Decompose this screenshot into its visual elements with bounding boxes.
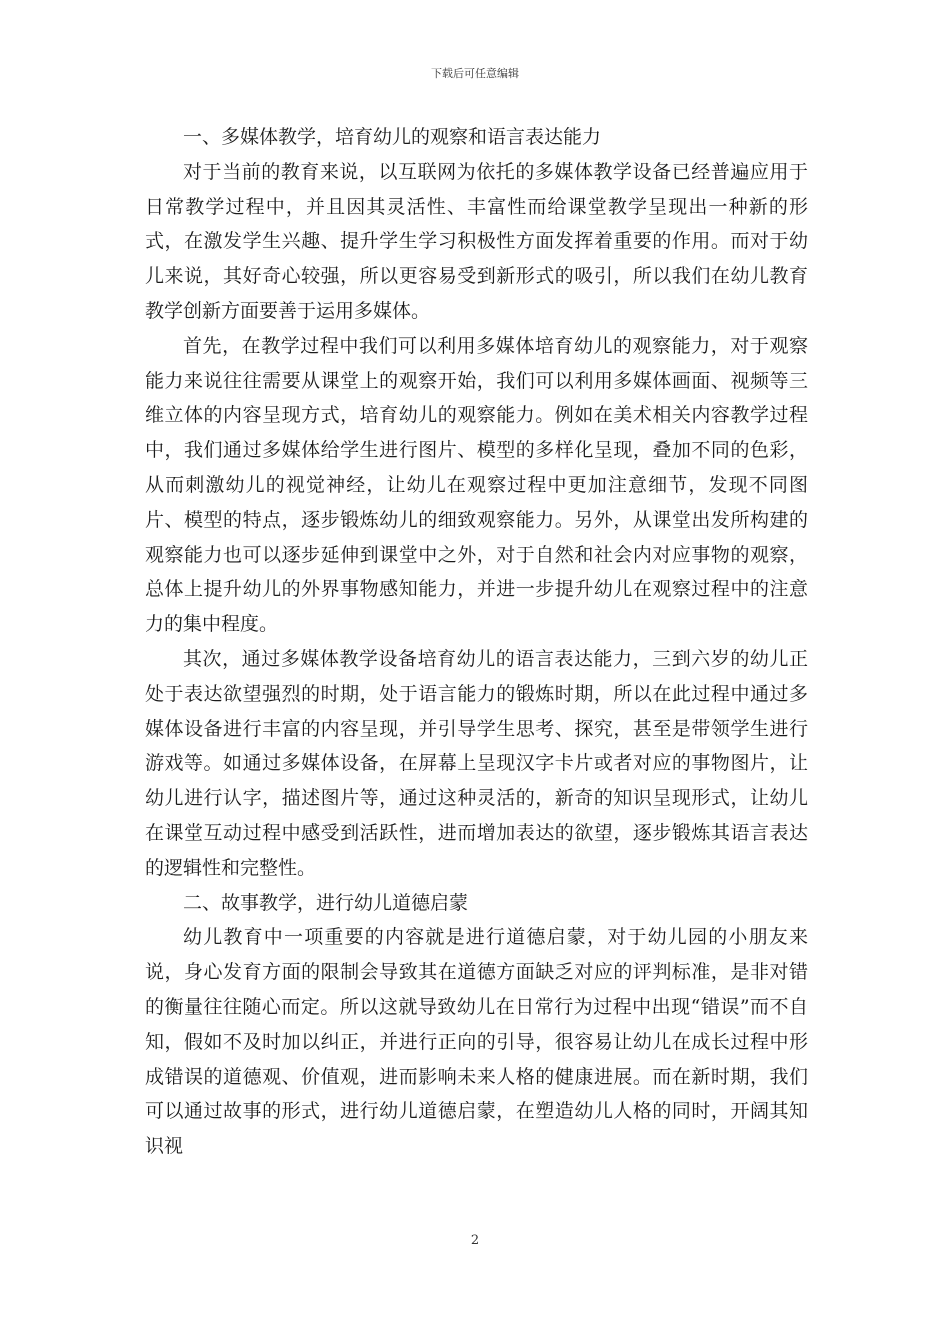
paragraph: 对于当前的教育来说，以互联网为依托的多媒体教学设备已经普遍应用于日常教学过程中，并且因其灵活性、丰富性而给课堂教学呈现出一种新的形式，在激发学生兴趣、提升学生学习积极性方面发挥着重要的作用。而对于幼儿来说，其好奇心较强，所以更容易受到新形式的吸引，所以我们在幼儿教育教学创新方面要善于运用多媒体。 [145,160,808,322]
paragraph: 幼儿教育中一项重要的内容就是进行道德启蒙，对于幼儿园的小朋友来说，身心发育方面的限制会导致其在道德方面缺乏对应的评判标准，是非对错的衡量往往随心而定。所以这就导致幼儿在日常行为过程中出现“错误”而不自知，假如不及时加以纠正，并进行正向的引导，很容易让幼儿在成长过程中形成错误的道德观、价值观，进而影响未来人格的健康进展。而在新时期，我们可以通过故事的形式，进行幼儿道德启蒙，在塑造幼儿人格的同时，开阔其知识视 [145,926,808,1158]
document-body [145,120,808,1164]
page-number: 2 [470,1233,480,1248]
section-heading-2: 二、故事教学，进行幼儿道德启蒙 [183,891,469,914]
paragraph: 首先，在教学过程中我们可以利用多媒体培育幼儿的观察能力，对于观察能力来说往往需要从课堂上的观察开始，我们可以利用多媒体画面、视频等三维立体的内容呈现方式，培育幼儿的观察能力。例如在美术相关内容教学过程中，我们通过多媒体给学生进行图片、模型的多样化呈现，叠加不同的色彩，从而刺激幼儿的视觉神经，让幼儿在观察过程中更加注意细节，发现不同图片、模型的特点，逐步锻炼幼儿的细致观察能力。另外，从课堂出发所构建的观察能力也可以逐步延伸到课堂中之外，对于自然和社会内对应事物的观察，总体上提升幼儿的外界事物感知能力，并进一步提升幼儿在观察过程中的注意力的集中程度。 [145,334,808,636]
paragraph: 其次，通过多媒体教学设备培育幼儿的语言表达能力，三到六岁的幼儿正处于表达欲望强烈的时期，处于语言能力的锻炼时期，所以在此过程中通过多媒体设备进行丰富的内容呈现，并引导学生思考、探究，甚至是带领学生进行游戏等。如通过多媒体设备，在屏幕上呈现汉字卡片或者对应的事物图片，让幼儿进行认字，描述图片等，通过这种灵活的，新奇的知识呈现形式，让幼儿在课堂互动过程中感受到活跃性，进而增加表达的欲望，逐步锻炼其语言表达的逻辑性和完整性。 [145,647,808,879]
page-header-note: 下载后可任意编辑 [431,67,519,80]
section-heading-1: 一、多媒体教学，培育幼儿的观察和语言表达能力 [183,126,602,148]
